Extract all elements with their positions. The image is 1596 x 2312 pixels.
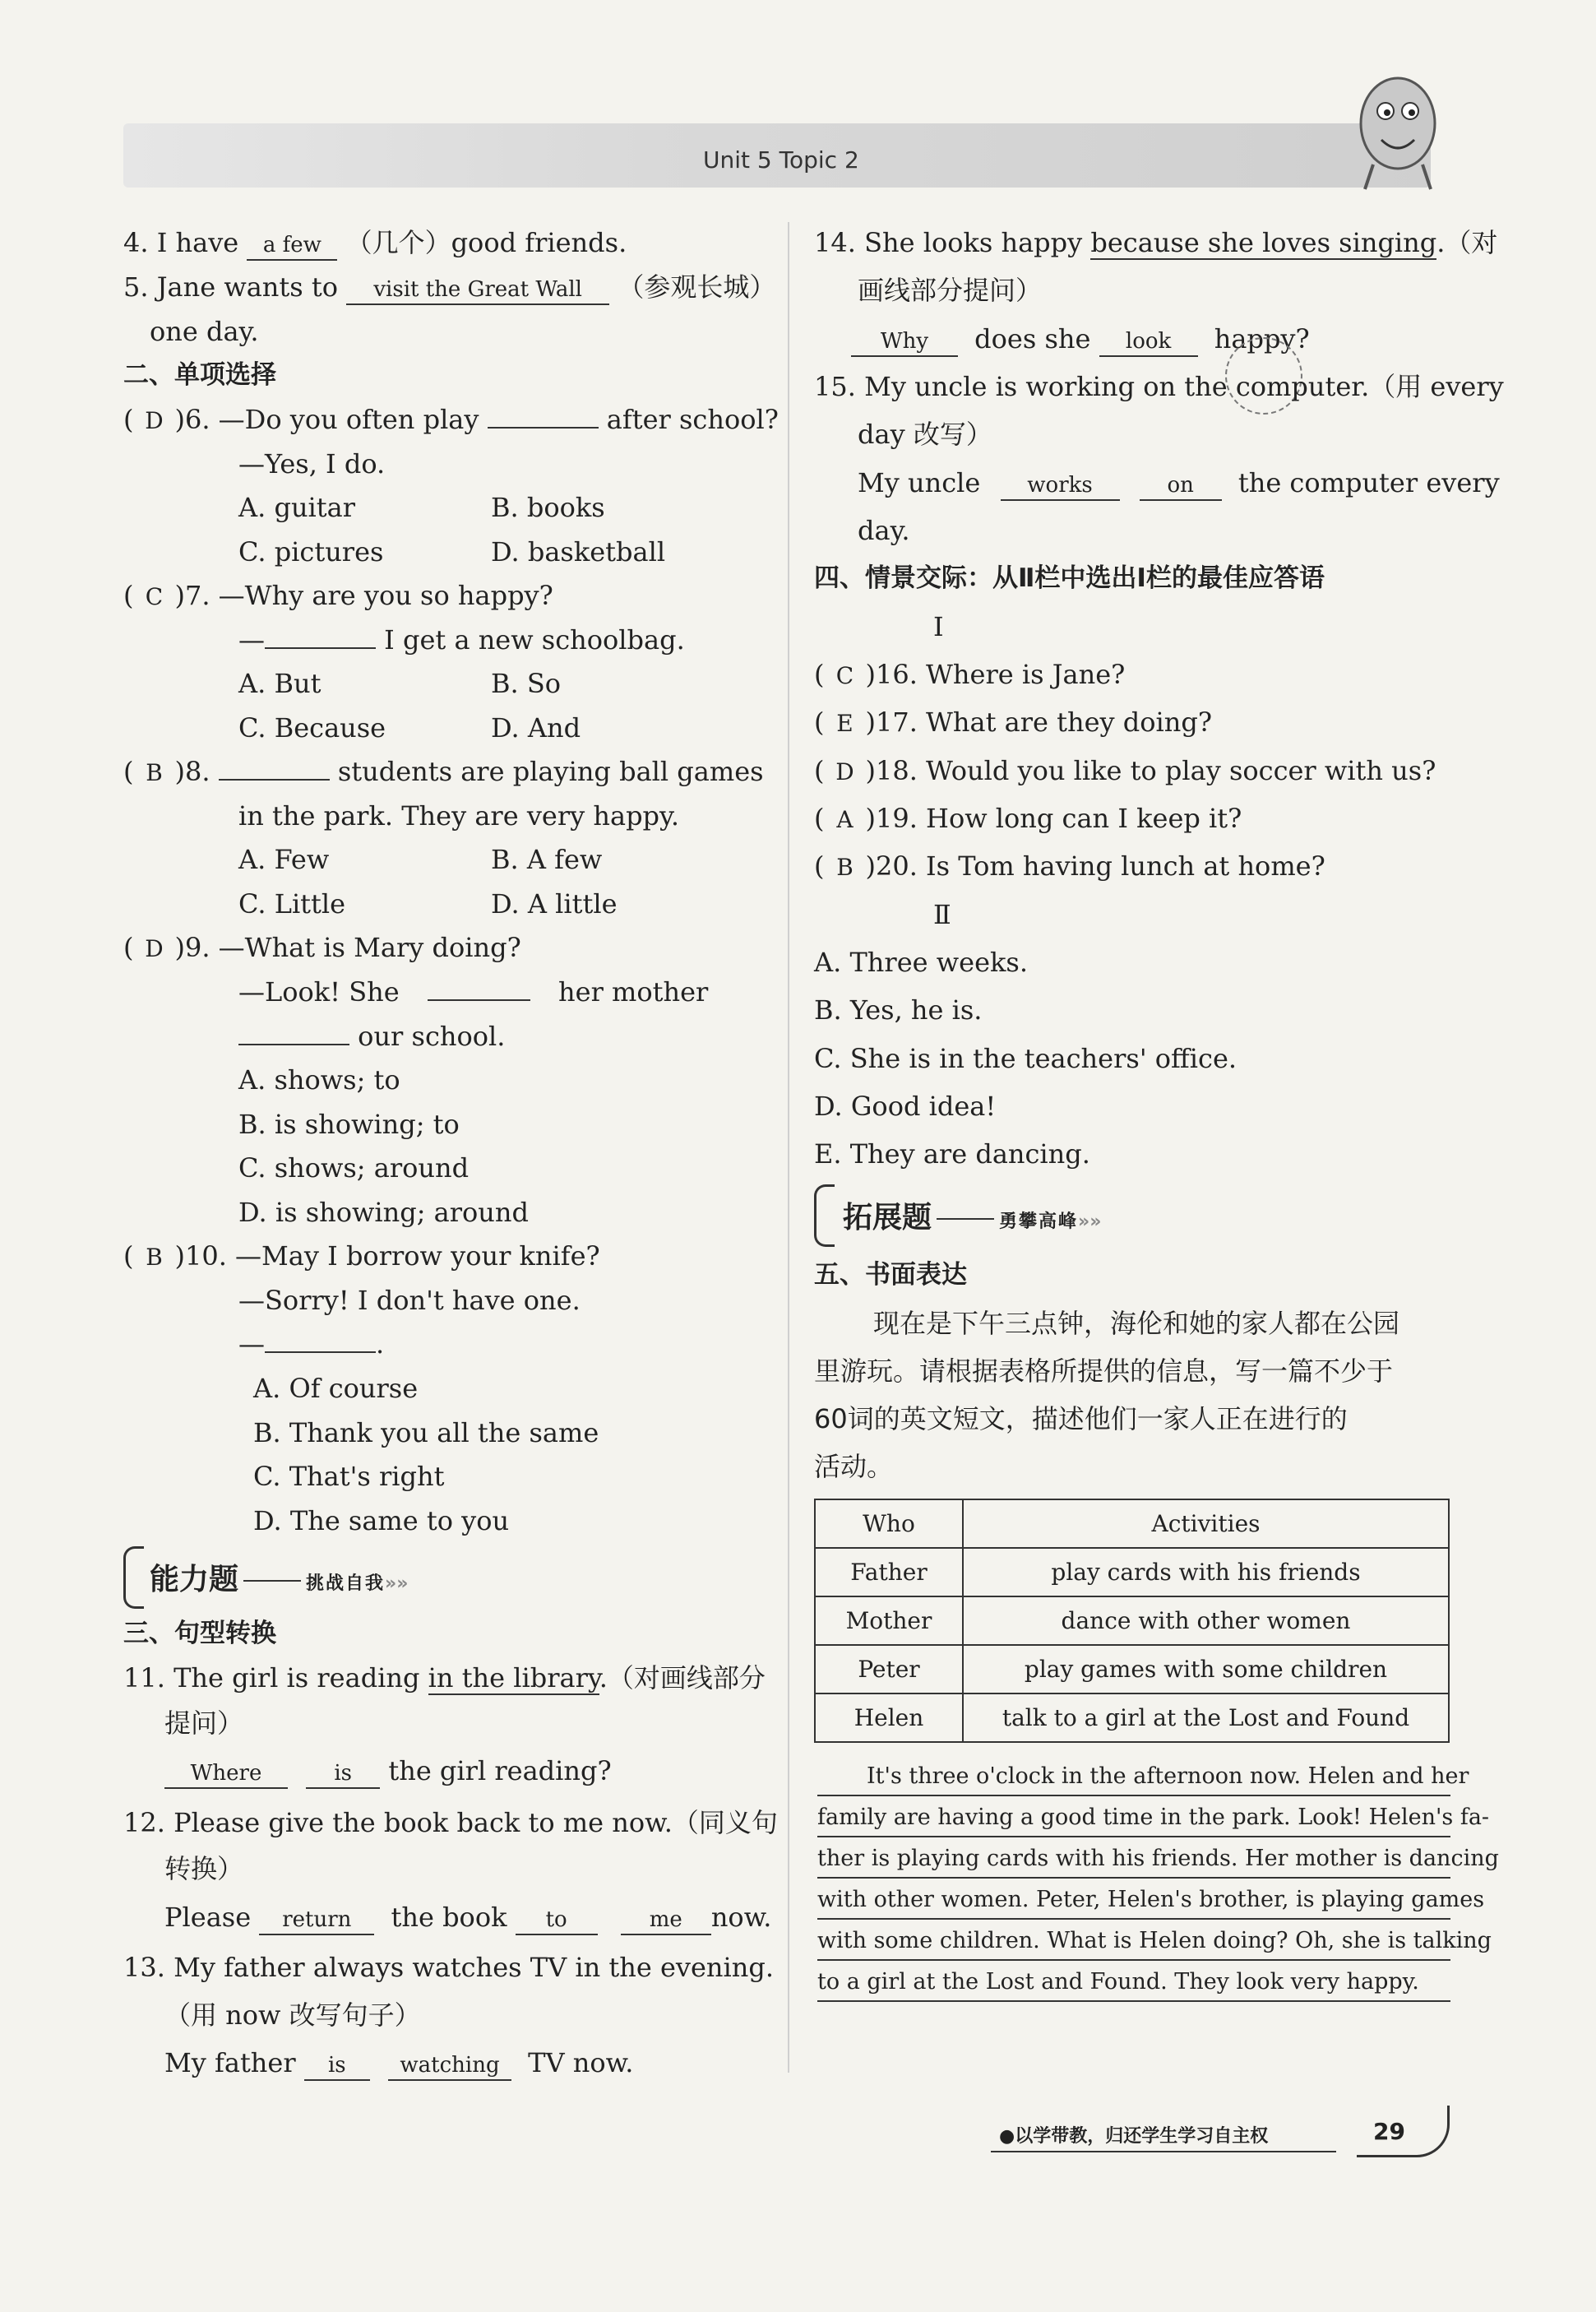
q11-line2: 提问）	[164, 1707, 244, 1739]
q15-line4: day.	[858, 515, 910, 546]
column-2-label: Ⅱ	[933, 899, 951, 930]
q15-stem: 15. My uncle is working on the computer.（用 every	[814, 371, 1504, 402]
q9-option-d: D. is showing; around	[238, 1197, 529, 1228]
q18-answer: D	[835, 758, 854, 785]
q12-answer-3: me	[621, 1906, 711, 1935]
q12-stem: 12. Please give the book back to me now.（同义句	[123, 1807, 778, 1838]
match-item-19: ( A )19. How long can I keep it?	[814, 802, 1242, 836]
q6-option-a: A. guitar	[238, 492, 356, 523]
banner-bracket-2	[814, 1184, 835, 1247]
column-divider	[788, 222, 789, 2073]
match-item-20: ( B )20. Is Tom having lunch at home?	[814, 850, 1325, 884]
q12-answer-2: to	[516, 1906, 598, 1935]
q8-stem: ( B )8. students are playing ball games	[123, 755, 764, 790]
q5-answer: visit the Great Wall	[346, 276, 609, 305]
q12-answer-line: Please return the book to me now.	[164, 1901, 771, 1935]
q11-answer-2: is	[306, 1759, 380, 1789]
match-option-e: E. They are dancing.	[814, 1138, 1090, 1170]
extension-banner: 拓展题 勇攀高峰»»	[843, 1201, 1102, 1235]
prompt-line-2: 里游玩。请根据表格所提供的信息，写一篇不少于	[814, 1355, 1394, 1387]
q10-option-b: B. Thank you all the same	[253, 1417, 599, 1448]
banner-bracket	[123, 1546, 144, 1609]
q10-option-d: D. The same to you	[253, 1505, 510, 1536]
q14-answer-2: look	[1099, 327, 1198, 357]
section-2-heading: 二、单项选择	[123, 360, 276, 390]
table-cell: play games with some children	[963, 1645, 1449, 1693]
q8-option-a: A. Few	[238, 844, 330, 875]
q10-option-c: C. That's right	[253, 1461, 445, 1492]
q14-stem: 14. She looks happy because she loves singing.（对	[814, 227, 1498, 258]
essay-answer	[817, 1757, 1499, 2004]
q5: 5. Jane wants to visit the Great Wall （参观长城）	[123, 271, 775, 305]
section-5-heading: 五、书面表达	[814, 1260, 967, 1290]
essay-line: family are having a good time in the park. Look! Helen's fa-	[817, 1798, 1450, 1837]
q15-answer-line: My uncle works on the computer every	[858, 466, 1500, 501]
q9-line2: —Look! She her mother	[238, 976, 709, 1008]
page-header-title: Unit 5 Topic 2	[703, 146, 859, 174]
q4-answer: a few	[247, 231, 337, 261]
table-cell: Father	[815, 1548, 963, 1596]
q9-option-b: B. is showing; to	[238, 1109, 460, 1140]
q9-option-c: C. shows; around	[238, 1152, 470, 1184]
table-cell: Mother	[815, 1596, 963, 1645]
q12-line2: 转换）	[164, 1853, 244, 1884]
q7-answer: C	[145, 583, 164, 610]
q6-reply: —Yes, I do.	[238, 448, 386, 480]
q12-answer-1: return	[259, 1906, 374, 1935]
match-option-b: B. Yes, he is.	[814, 994, 983, 1026]
q5-line2: one day.	[150, 316, 259, 347]
column-1-label: Ⅰ	[933, 611, 944, 642]
q9-option-a: A. shows; to	[238, 1064, 400, 1096]
mascot-icon	[1349, 66, 1447, 197]
q11-answer-line: Where is the girl reading?	[164, 1754, 612, 1789]
match-item-18: ( D )18. Would you like to play soccer with us?	[814, 754, 1436, 789]
q10-option-a: A. Of course	[253, 1373, 419, 1404]
q20-answer: B	[836, 854, 854, 881]
q6-stem: ( D )6. —Do you often play after school?	[123, 403, 779, 438]
q17-answer: E	[836, 710, 854, 737]
q10-line3: — .	[238, 1328, 385, 1360]
table-row	[815, 1645, 1449, 1693]
q10-line2: —Sorry! I don't have one.	[238, 1285, 581, 1316]
prompt-line-1: 现在是下午三点钟，海伦和她的家人都在公园	[873, 1308, 1400, 1339]
q8-line2: in the park. They are very happy.	[238, 800, 680, 832]
q9-line3: our school.	[238, 1020, 505, 1053]
q8-option-b: B. A few	[491, 844, 603, 875]
ability-banner: 能力题 挑战自我»»	[150, 1563, 409, 1596]
q14-answer-line: Why does she look happy?	[851, 322, 1310, 357]
footer-rule	[991, 2151, 1336, 2152]
table-header-activities: Activities	[963, 1499, 1449, 1548]
match-item-17: ( E )17. What are they doing?	[814, 706, 1212, 740]
footer-slogan: ●以学带教，归还学生学习自主权	[999, 2126, 1269, 2147]
q13-answer-1: is	[304, 2051, 370, 2081]
q7-option-c: C. Because	[238, 712, 386, 744]
essay-line: with other women. Peter, Helen's brother, is playing games	[817, 1880, 1450, 1920]
table-header-who: Who	[815, 1499, 963, 1548]
prompt-line-3: 60词的英文短文，描述他们一家人正在进行的	[814, 1403, 1348, 1434]
q8-option-c: C. Little	[238, 888, 346, 920]
match-option-a: A. Three weeks.	[814, 947, 1028, 978]
q11-answer-1: Where	[164, 1759, 288, 1789]
table-cell: Peter	[815, 1645, 963, 1693]
essay-line: with some children. What is Helen doing? Oh, she is talking	[817, 1921, 1450, 1961]
table-cell: play cards with his friends	[963, 1548, 1449, 1596]
q6-option-d: D. basketball	[491, 536, 666, 568]
q7-stem: ( C )7. —Why are you so happy?	[123, 579, 553, 614]
q8-answer: B	[146, 759, 163, 786]
q13-stem: 13. My father always watches TV in the evening.	[123, 1952, 774, 1983]
activities-table	[814, 1499, 1450, 1743]
q16-answer: C	[835, 662, 854, 689]
q15-answer-2: on	[1140, 471, 1222, 501]
q7-reply: — I get a new schoolbag.	[238, 624, 685, 656]
essay-line: It's three o'clock in the afternoon now. Helen and her	[817, 1757, 1450, 1796]
q10-stem: ( B )10. —May I borrow your knife?	[123, 1239, 600, 1274]
section-4-heading: 四、情景交际：从Ⅱ栏中选出Ⅰ栏的最佳应答语	[814, 563, 1325, 593]
q13-answer-line: My father is watching TV now.	[164, 2046, 633, 2081]
table-row	[815, 1596, 1449, 1645]
table-row	[815, 1548, 1449, 1596]
match-option-d: D. Good idea!	[814, 1091, 997, 1122]
q4: 4. I have a few （几个）good friends.	[123, 226, 627, 261]
q6-option-c: C. pictures	[238, 536, 384, 568]
table-row	[815, 1693, 1449, 1742]
q15-line2: day 改写）	[858, 419, 992, 450]
table-cell: Helen	[815, 1693, 963, 1742]
q14-line2: 画线部分提问）	[858, 275, 1043, 306]
q15-answer-1: works	[1001, 471, 1120, 501]
q14-answer-1: Why	[851, 327, 958, 357]
q13-answer-2: watching	[388, 2051, 511, 2081]
essay-line: ther is playing cards with his friends. Her mother is dancing	[817, 1839, 1450, 1879]
table-cell: dance with other women	[963, 1596, 1449, 1645]
q8-option-d: D. A little	[491, 888, 618, 920]
q7-option-d: D. And	[491, 712, 581, 744]
q7-option-a: A. But	[238, 668, 322, 699]
table-header-row	[815, 1499, 1449, 1548]
q9-answer: D	[145, 935, 164, 962]
section-3-heading: 三、句型转换	[123, 1619, 276, 1648]
table-cell: talk to a girl at the Lost and Found	[963, 1693, 1449, 1742]
q6-option-b: B. books	[491, 492, 605, 523]
prompt-line-4: 活动。	[814, 1451, 894, 1482]
page-number: 29	[1373, 2118, 1405, 2145]
match-item-16: ( C )16. Where is Jane?	[814, 658, 1125, 693]
q9-stem: ( D )9. —What is Mary doing?	[123, 931, 521, 966]
essay-line: to a girl at the Lost and Found. They look very happy.	[817, 1962, 1450, 2002]
match-option-c: C. She is in the teachers' office.	[814, 1043, 1237, 1074]
q6-answer: D	[145, 407, 164, 434]
q10-answer: B	[146, 1244, 163, 1271]
q11-stem: 11. The girl is reading in the library.（对画线部分	[123, 1662, 766, 1693]
q19-answer: A	[836, 806, 854, 833]
q7-option-b: B. So	[491, 668, 562, 699]
q13-line2: （用 now 改写句子）	[164, 1999, 421, 2031]
